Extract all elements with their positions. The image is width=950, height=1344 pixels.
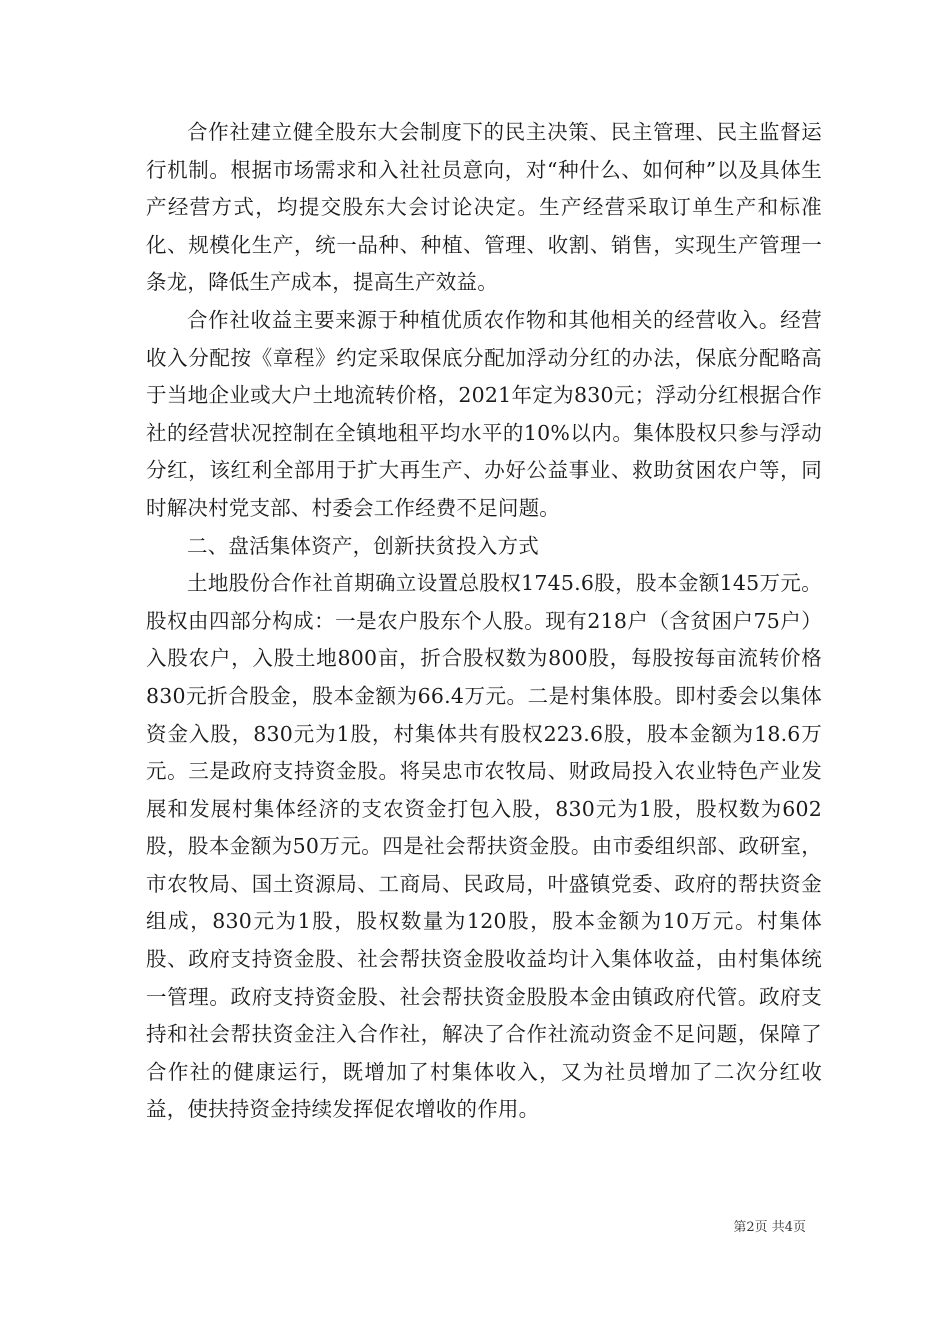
paragraph-governance: 合作社建立健全股东大会制度下的民主决策、民主管理、民主监督运行机制。根据市场需求和入社社员意向，对“种什么、如何种”以及具体生产经营方式，均提交股东大会讨论决定。生产经营采取订单生产和标准化、规模化生产，统一品种、种植、管理、收割、销售，实现生产管理一条龙，降低生产成本，提高生产效益。 — [146, 120, 822, 295]
page-number-footer: 第2页 共4页 — [733, 1220, 806, 1235]
paragraph-income-distribution: 合作社收益主要来源于种植优质农作物和其他相关的经营收入。经营收入分配按《章程》约定采取保底分配加浮动分红的办法，保底分配略高于当地企业或大户土地流转价格，2021年定为830元；浮动分红根据合作社的经营状况控制在全镇地租平均水平的10%以内。集体股权只参与浮动分红，该红利全部用于扩大再生产、办好公益事业、救助贫困农户等，同时解决村党支部、村委会工作经费不足问题。 — [146, 307, 822, 520]
paragraph-share-structure: 土地股份合作社首期确立设置总股权1745.6股，股本金额145万元。股权由四部分构成：一是农户股东个人股。现有218户（含贫困户75户）入股农户，入股土地800亩，折合股权数为800股，每股按每亩流转价格830元折合股金，股本金额为66.4万元。二是村集体股。即村委会以集体资金入股，830元为1股，村集体共有股权223.6股，股本金额为18.6万元。三是政府支持资金股。将吴忠市农牧局、财政局投入农业特色产业发展和发展村集体经济的支农资金打包入股，830元为1股，股权数为602股，股本金额为50万元。四是社会帮扶资金股。由市委组织部、政研室，市农牧局、国土资源局、工商局、民政局，叶盛镇党委、政府的帮扶资金组成，830元为1股，股权数量为120股，股本金额为10万元。村集体股、政府支持资金股、社会帮扶资金股收益均计入集体收益，由村集体统一管理。政府支持资金股、社会帮扶资金股股本金由镇政府代管。政府支持和社会帮扶资金注入合作社，解决了合作社流动资金不足问题，保障了合作社的健康运行，既增加了村集体收入，又为社员增加了二次分红收益，使扶持资金持续发挥促农增收的作用。 — [146, 571, 822, 1122]
section-heading: 二、盘活集体资产，创新扶贫投入方式 — [187, 533, 539, 558]
document-body — [146, 114, 822, 1129]
